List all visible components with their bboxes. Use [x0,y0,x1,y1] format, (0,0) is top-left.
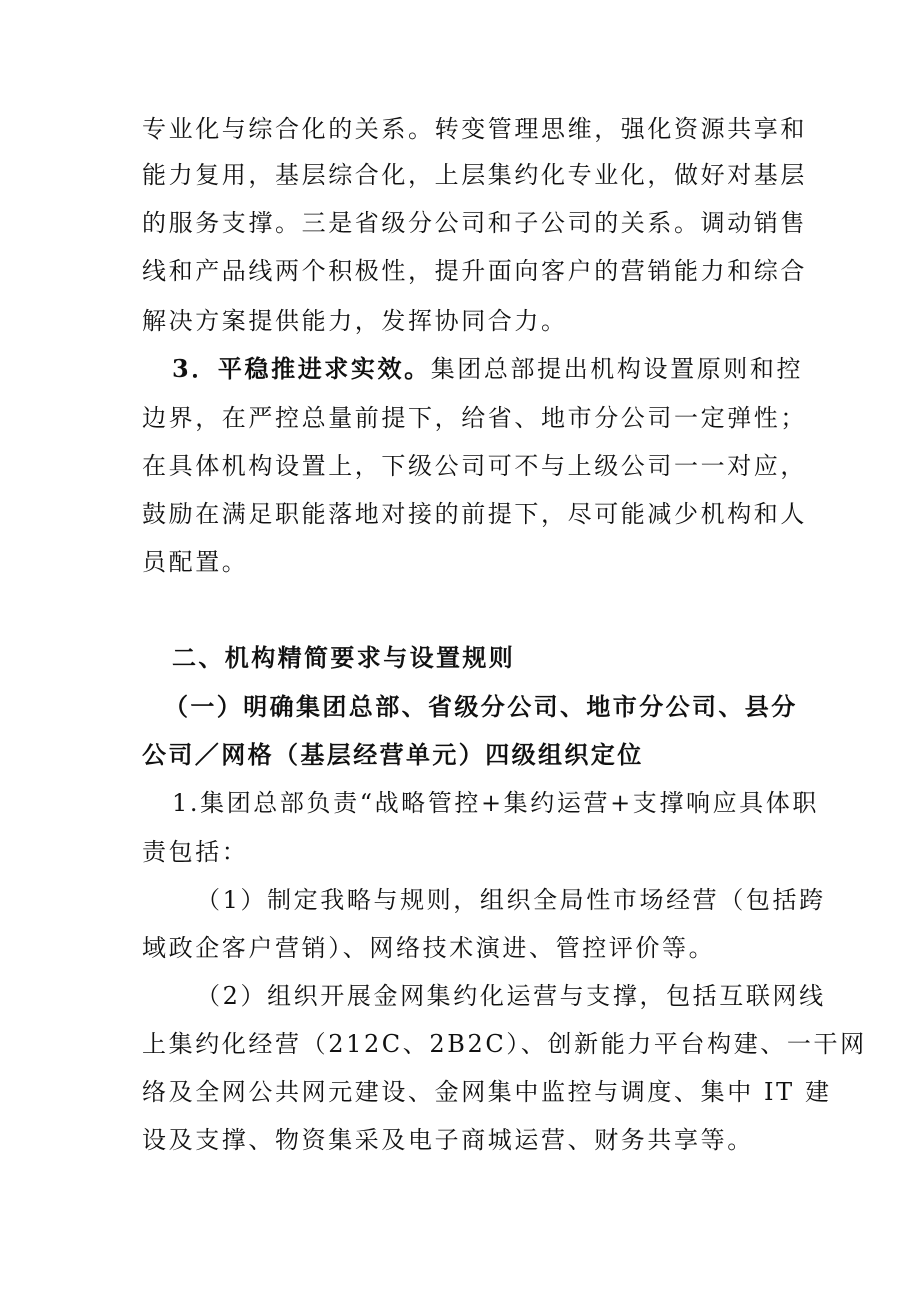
paragraph-line: 在具体机构设置上，下级公司可不与上级公司一一对应， [142,452,807,480]
paragraph-line: 的服务支撑。三是省级分公司和子公司的关系。调动销售 [142,209,807,237]
subsection-heading-cont: 公司／网格（基层经营单元）四级组织定位 [142,740,644,769]
paragraph-line: 能力复用，基层综合化，上层集约化专业化，做好对基层 [142,161,807,189]
paragraph-line: 鼓励在满足职能落地对接的前提下，尽可能减少机构和人 [142,500,807,528]
list-item: （2）组织开展金网集约化运营与支撑，包括互联网线 [196,982,826,1010]
paragraph-line: 线和产品线两个积极性，提升面向客户的营销能力和综合 [142,257,807,285]
subsection-heading: （一）明确集团总部、省级分公司、地市分公司、县分 [164,692,798,721]
numbered-paragraph [172,354,803,384]
paragraph-line: 解决方案提供能力，发挥协同合力。 [142,307,568,335]
list-item-cont: 上集约化经营（212C、2B2C）、创新能力平台构建、一干网 [142,1030,867,1058]
paragraph-text: 集团总部提出机构设置原则和控 [430,355,804,383]
point-heading: 3．平稳推进求实效。 [172,354,431,383]
list-item-cont: 域政企客户营销）、网络技术演进、管控评价等。 [142,934,716,962]
paragraph-line: 责包括： [142,838,249,866]
paragraph-line: 1.集团总部负责“战略管控+集约运营+支撑响应具体职 [172,789,819,817]
list-item-cont: 设及支撑、物资集采及电子商城运营、财务共享等。 [142,1126,754,1154]
paragraph-line: 员配置。 [142,548,249,576]
paragraph-line: 专业化与综合化的关系。转变管理思维，强化资源共享和 [142,115,807,143]
paragraph-line: 边界，在严控总量前提下，给省、地市分公司一定弹性； [142,404,807,432]
list-item: （1）制定我略与规则，组织全局性市场经营（包括跨 [196,886,826,914]
section-heading: 二、机构精简要求与设置规则 [172,643,516,672]
list-item-cont: 络及全网公共网元建设、金网集中监控与调度、集中 IT 建 [142,1078,832,1106]
